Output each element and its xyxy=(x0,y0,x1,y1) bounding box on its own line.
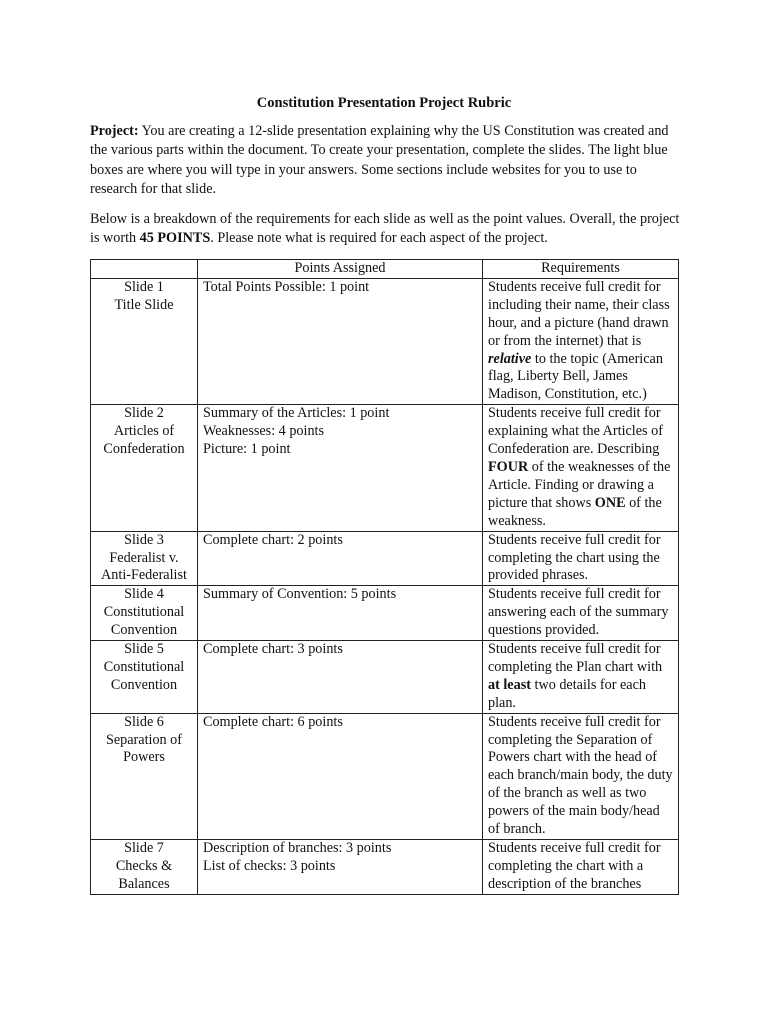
requirements-text: Students receive full credit for completing the Plan chart with xyxy=(488,641,663,675)
header-points: Points Assigned xyxy=(198,260,483,279)
slide-name: Anti-Federalist xyxy=(101,567,187,584)
slide-name: Articles of xyxy=(113,423,175,440)
header-slide xyxy=(91,260,198,279)
table-row xyxy=(91,278,679,404)
slide-cell xyxy=(91,713,198,839)
project-text: You are creating a 12-slide presentation explaining why the US Constitution was created and the various parts within the document. To create your presentation, complete the slides. The light blue boxes are where you will type in your answers. Some sections include websites for you to use to research for that slide. xyxy=(90,123,669,198)
slide-cell xyxy=(91,531,198,586)
slide-name: Constitutional xyxy=(103,658,185,675)
slide-number: Slide 3 xyxy=(124,531,164,548)
points-cell xyxy=(198,278,483,404)
table-row xyxy=(91,713,679,839)
table-row xyxy=(91,840,679,895)
points-line: Complete chart: 2 points xyxy=(203,531,343,548)
table-header-row xyxy=(91,260,679,279)
requirements-cell xyxy=(483,586,679,641)
points-line: Summary of Convention: 5 points xyxy=(203,586,397,603)
project-paragraph xyxy=(90,122,680,200)
requirements-emphasis: at least xyxy=(488,676,531,693)
table-row xyxy=(91,405,679,531)
points-line: Picture: 1 point xyxy=(203,441,291,458)
slide-number: Slide 6 xyxy=(124,713,164,730)
slide-number: Slide 7 xyxy=(124,840,164,856)
requirements-cell xyxy=(483,641,679,714)
slide-cell xyxy=(91,641,198,714)
breakdown-text-end: . Please note what is required for each aspect of the project. xyxy=(210,230,548,247)
slide-cell xyxy=(91,405,198,531)
requirements-text: Students receive full credit for completing the Separation of Powers chart with the head of each branch/main body, the duty of the branch as well as two powers of the main body/head of branch. xyxy=(488,713,673,838)
total-points: 45 POINTS xyxy=(139,230,211,247)
rubric-table xyxy=(90,259,679,895)
slide-cell xyxy=(91,840,198,895)
slide-name: Powers xyxy=(123,749,165,766)
points-cell xyxy=(198,531,483,586)
page-title: Constitution Presentation Project Rubric xyxy=(256,95,512,111)
slide-name: Title Slide xyxy=(114,296,174,313)
requirements-emphasis: ONE xyxy=(594,494,626,511)
points-line: Weaknesses: 4 points xyxy=(203,423,325,440)
requirements-cell xyxy=(483,278,679,404)
points-line: Summary of the Articles: 1 point xyxy=(203,405,390,422)
points-cell xyxy=(198,586,483,641)
slide-name: Constitutional xyxy=(103,604,185,621)
requirements-text: to the topic (American flag, Liberty Bell, James Madison, Constitution, etc.) xyxy=(488,350,663,403)
requirements-emphasis: FOUR xyxy=(488,458,529,475)
slide-name: Convention xyxy=(110,622,178,639)
requirements-cell xyxy=(483,713,679,839)
requirements-text: Students receive full credit for answering each of the summary questions provided. xyxy=(488,586,669,639)
slide-name: Convention xyxy=(110,676,178,693)
slide-number: Slide 2 xyxy=(124,405,164,422)
requirements-text: two details for each plan. xyxy=(488,676,646,711)
requirements-cell xyxy=(483,840,679,895)
points-cell xyxy=(198,840,483,895)
slide-name: Confederation xyxy=(103,441,185,458)
slide-name: Federalist v. xyxy=(109,549,179,566)
slide-cell xyxy=(91,586,198,641)
slide-name: Separation of xyxy=(105,731,183,748)
requirements-text: Students receive full credit for completing the chart with a description of the branches xyxy=(488,840,661,892)
points-cell xyxy=(198,713,483,839)
slide-number: Slide 5 xyxy=(124,641,164,658)
slide-name: Checks & xyxy=(115,857,173,874)
points-cell xyxy=(198,641,483,714)
points-line: Complete chart: 3 points xyxy=(203,641,343,658)
header-requirements: Requirements xyxy=(483,260,679,279)
requirements-text: Students receive full credit for including their name, their class hour, and a picture (hand drawn or from the internet) that is xyxy=(488,278,670,349)
table-row xyxy=(91,586,679,641)
table-row xyxy=(91,531,679,586)
points-line: Description of branches: 3 points xyxy=(203,840,392,856)
project-label: Project: xyxy=(90,123,139,139)
slide-number: Slide 4 xyxy=(124,586,164,603)
points-cell xyxy=(198,405,483,531)
requirements-text: Students receive full credit for completing the chart using the provided phrases. xyxy=(488,531,661,584)
breakdown-text: Below is a breakdown of the requirements for each slide as well as the point values. Overall, the project is worth xyxy=(90,211,680,247)
table-row xyxy=(91,641,679,714)
points-line: Total Points Possible: 1 point xyxy=(203,278,370,295)
points-line: Complete chart: 6 points xyxy=(203,713,343,730)
slide-cell xyxy=(91,278,198,404)
slide-number: Slide 1 xyxy=(124,278,164,295)
points-line: List of checks: 3 points xyxy=(203,857,336,874)
requirements-emphasis: relative xyxy=(488,350,532,367)
slide-name: Balances xyxy=(118,875,170,892)
breakdown-paragraph xyxy=(90,210,680,249)
requirements-cell xyxy=(483,405,679,531)
requirements-text: Students receive full credit for explaining what the Articles of Confederation are. Describing xyxy=(488,405,663,458)
requirements-text: of the weakness. xyxy=(488,494,662,529)
requirements-text: of the weaknesses of the Article. Finding or drawing a picture that shows xyxy=(488,458,671,511)
requirements-cell xyxy=(483,531,679,586)
